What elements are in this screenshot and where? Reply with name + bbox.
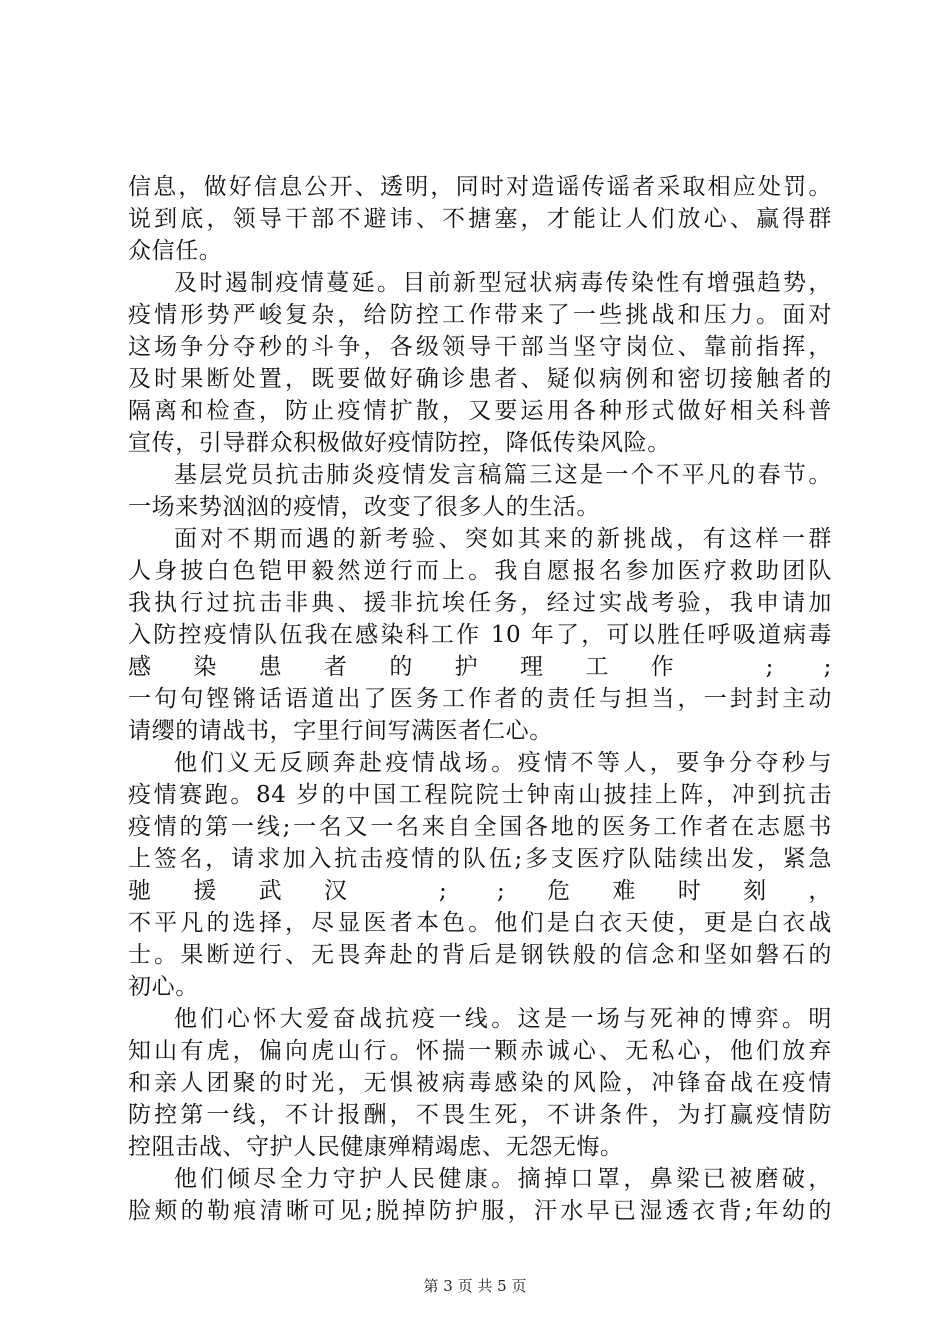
text-line: 请缨的请战书，字里行间写满医者仁心。: [128, 718, 553, 744]
text-line: 一句句铿锵话语道出了医务工作者的责任与担当，一封封主动: [128, 686, 832, 712]
text-line: 驰援武汉 ; ;危难时刻，: [128, 878, 832, 904]
text-line: 疫情的第一线;一名又一名来自全国各地的医务工作者在志愿书: [128, 814, 832, 840]
text-line: 控阻击战、守护人民健康殚精竭虑、无怨无悔。: [128, 1134, 624, 1160]
text-line: 这场争分夺秒的斗争，各级领导干部当坚守岗位、靠前指挥，: [128, 334, 832, 360]
text-line: 士。果断逆行、无畏奔赴的背后是钢铁般的信念和坚如磐石的: [128, 942, 832, 968]
text-line: 及时遏制疫情蔓延。目前新型冠状病毒传染性有增强趋势，: [174, 270, 832, 296]
text-line: 感染患者的护理工作 ; ;: [128, 654, 832, 680]
text-line: 知山有虎，偏向虎山行。怀揣一颗赤诚心、无私心，他们放弃: [128, 1038, 832, 1064]
text-line: 基层党员抗击肺炎疫情发言稿篇三这是一个不平凡的春节。: [174, 462, 832, 488]
text-line: 及时果断处置，既要做好确诊患者、疑似病例和密切接触者的: [128, 366, 832, 392]
text-line: 信息，做好信息公开、透明，同时对造谣传谣者采取相应处罚。: [128, 174, 832, 200]
text-line: 他们义无反顾奔赴疫情战场。疫情不等人，要争分夺秒与: [174, 750, 832, 776]
text-line: 初心。: [128, 974, 199, 1000]
text-line: 他们心怀大爱奋战抗疫一线。这是一场与死神的博弈。明: [174, 1006, 832, 1032]
text-line: 入防控疫情队伍我在感染科工作 10 年了，可以胜任呼吸道病毒: [128, 622, 832, 648]
text-line: 上签名，请求加入抗击疫情的队伍;多支医疗队陆续出发，紧急: [128, 846, 832, 872]
text-line: 众信任。: [128, 238, 223, 264]
text-line: 人身披白色铠甲毅然逆行而上。我自愿报名参加医疗救助团队: [128, 558, 832, 584]
text-line: 隔离和检查，防止疫情扩散，又要运用各种形式做好相关科普: [128, 398, 832, 424]
text-line: 脸颊的勒痕清晰可见;脱掉防护服，汗水早已湿透衣背;年幼的: [128, 1198, 832, 1224]
text-line: 我执行过抗击非典、援非抗埃任务，经过实战考验，我申请加: [128, 590, 832, 616]
text-line: 疫情形势严峻复杂，给防控工作带来了一些挑战和压力。面对: [128, 302, 832, 328]
text-line: 说到底，领导干部不避讳、不搪塞，才能让人们放心、赢得群: [128, 206, 832, 232]
text-line: 疫情赛跑。84 岁的中国工程院院士钟南山披挂上阵，冲到抗击: [128, 782, 832, 808]
text-line: 他们倾尽全力守护人民健康。摘掉口罩，鼻梁已被磨破，: [174, 1166, 832, 1192]
text-line: 不平凡的选择，尽显医者本色。他们是白衣天使，更是白衣战: [128, 910, 832, 936]
text-line: 和亲人团聚的时光，无惧被病毒感染的风险，冲锋奋战在疫情: [128, 1070, 832, 1096]
text-line: 宣传，引导群众积极做好疫情防控，降低传染风险。: [128, 430, 671, 456]
page-footer: 第 3 页 共 5 页: [423, 1277, 527, 1295]
text-line: 防控第一线，不计报酬，不畏生死，不讲条件，为打赢疫情防: [128, 1102, 832, 1128]
body-text: [128, 171, 832, 1227]
text-line: 面对不期而遇的新考验、突如其来的新挑战，有这样一群: [174, 526, 832, 552]
text-line: 一场来势汹汹的疫情，改变了很多人的生活。: [128, 494, 600, 520]
